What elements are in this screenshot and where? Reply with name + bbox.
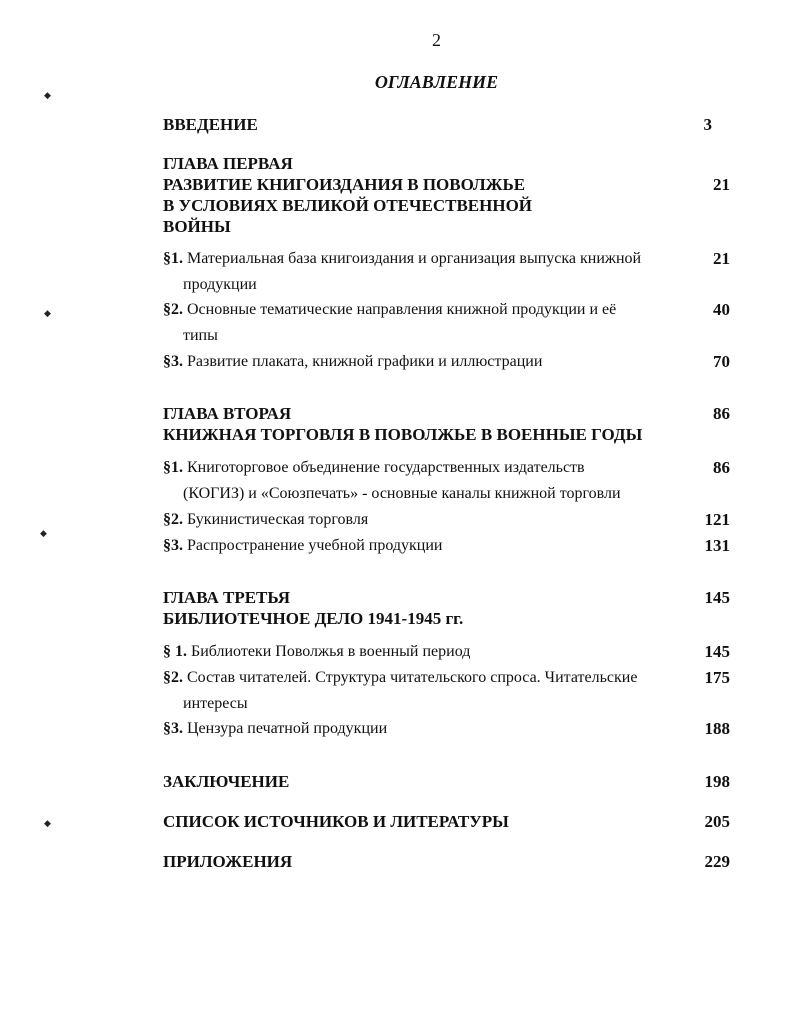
entry-page: 86 [713, 458, 730, 477]
section-mark: §3. [163, 353, 183, 370]
entry-page: 188 [704, 719, 730, 738]
section-text [163, 507, 688, 533]
chapter-heading [163, 587, 663, 629]
scan-speck: ◆ [40, 528, 47, 538]
section-title: Развитие плаката, книжной графики и иллюстрации [187, 353, 543, 370]
entry-page: 145 [704, 588, 730, 607]
page-number: 2 [432, 30, 441, 50]
entry-page: 145 [704, 642, 730, 661]
section-mark: §2. [163, 301, 183, 318]
section-title-continued: типы [183, 327, 218, 344]
chapter-title-line: В УСЛОВИЯХ ВЕЛИКОЙ ОТЕЧЕСТВЕННОЙ [163, 196, 533, 215]
section-mark: §2. [163, 511, 183, 528]
section-mark: §1. [163, 459, 183, 476]
section-text [163, 639, 688, 665]
entry-title: СПИСОК ИСТОЧНИКОВ И ЛИТЕРАТУРЫ [163, 812, 509, 831]
entry-page: 229 [704, 852, 730, 871]
section-title-continued: интересы [183, 695, 248, 712]
chapter-title-line: РАЗВИТИЕ КНИГОИЗДАНИЯ В ПОВОЛЖЬЕ [163, 175, 526, 194]
section-title: Распространение учебной продукции [187, 537, 443, 554]
scan-speck: ◆ [44, 90, 51, 100]
entry-page: 205 [704, 812, 730, 831]
section-title: Букинистическая торговля [187, 511, 369, 528]
section-title: Библиотеки Поволжья в военный период [191, 643, 471, 660]
section-title: Цензура печатной продукции [187, 720, 388, 737]
entry-page: 40 [713, 300, 730, 319]
section-text [163, 665, 688, 717]
entry-page: 70 [713, 352, 730, 371]
toc-title: ОГЛАВЛЕНИЕ [374, 72, 499, 92]
entry-title: ВВЕДЕНИЕ [163, 115, 258, 134]
section-mark: §3. [163, 720, 183, 737]
section-title: Состав читателей. Структура читательского спроса. Читательские [187, 669, 638, 686]
section-title: Материальная база книгоиздания и организация выпуска книжной [187, 250, 642, 267]
section-mark: §2. [163, 669, 183, 686]
section-text [163, 533, 688, 559]
section-title: Основные тематические направления книжной продукции и её [187, 301, 617, 318]
chapter-label: ГЛАВА ПЕРВАЯ [163, 154, 293, 173]
entry-page: 121 [704, 510, 730, 529]
chapter-title-line: ВОЙНЫ [163, 217, 231, 236]
section-title-continued: (КОГИЗ) и «Союзпечать» - основные каналы книжной торговли [183, 485, 621, 502]
entry-page: 21 [713, 175, 730, 194]
chapter-heading [163, 403, 723, 445]
section-title-continued: продукции [183, 276, 257, 293]
chapter-title-line: БИБЛИОТЕЧНОЕ ДЕЛО 1941-1945 гг. [163, 609, 464, 628]
entry-page: 86 [713, 404, 730, 423]
entry-page: 3 [703, 115, 712, 134]
entry-page: 198 [704, 772, 730, 791]
section-text [163, 246, 688, 298]
entry-page: 21 [713, 249, 730, 268]
chapter-heading [163, 153, 663, 237]
scan-speck: ◆ [44, 818, 51, 828]
section-text [163, 455, 688, 507]
entry-page: 175 [704, 668, 730, 687]
entry-title: ЗАКЛЮЧЕНИЕ [163, 772, 290, 791]
chapter-label: ГЛАВА ВТОРАЯ [163, 404, 292, 423]
chapter-label: ГЛАВА ТРЕТЬЯ [163, 588, 291, 607]
section-text [163, 716, 688, 742]
entry-page: 131 [704, 536, 730, 555]
section-text [163, 349, 688, 375]
section-mark: § 1. [163, 643, 187, 660]
scan-speck: ◆ [44, 308, 51, 318]
section-text [163, 297, 688, 349]
section-mark: §1. [163, 250, 183, 267]
entry-title: ПРИЛОЖЕНИЯ [163, 852, 293, 871]
chapter-title-line: КНИЖНАЯ ТОРГОВЛЯ В ПОВОЛЖЬЕ В ВОЕННЫЕ ГОДЫ [163, 425, 643, 444]
section-mark: §3. [163, 537, 183, 554]
section-title: Книготорговое объединение государственных издательств [187, 459, 585, 476]
